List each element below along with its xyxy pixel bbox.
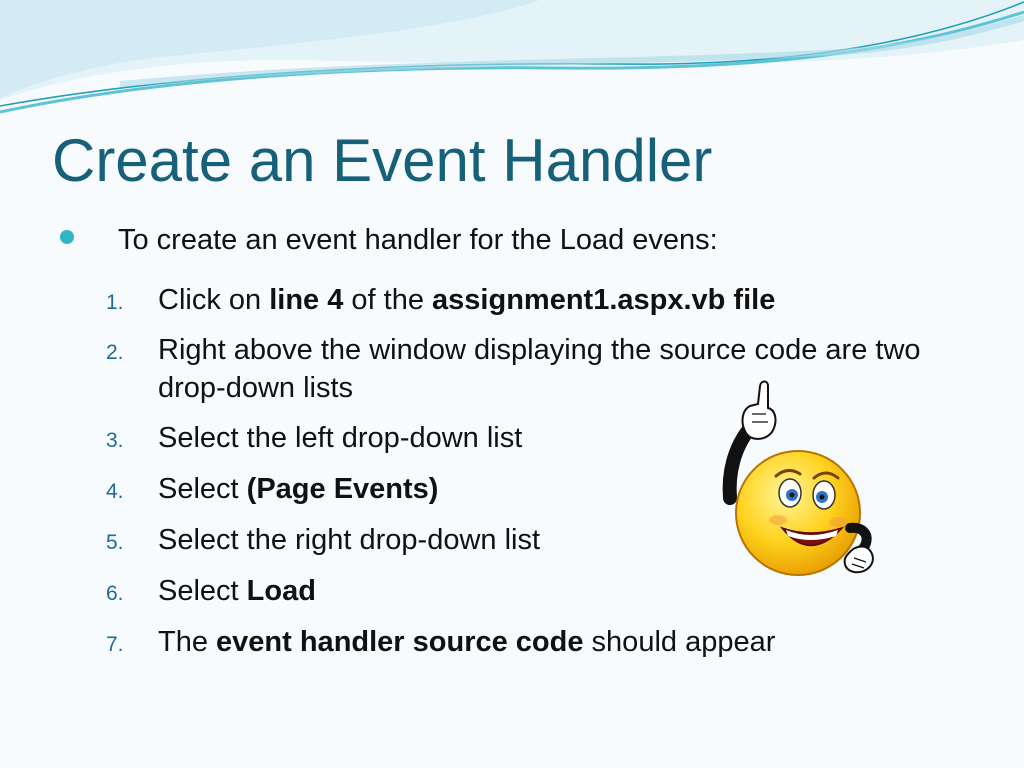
step-text: Select Load (158, 575, 316, 607)
list-item (106, 280, 958, 320)
step-number: 2. (106, 341, 124, 364)
step-text: Select the left drop-down list (158, 422, 523, 454)
step-text: Select the right drop-down list (158, 524, 541, 556)
step-text: The event handler source code should appear (158, 626, 776, 658)
step-number: 4. (106, 480, 124, 503)
step-number: 5. (106, 531, 124, 554)
step-number: 6. (106, 582, 124, 605)
step-text: Right above the window displaying the source code are two drop-down lists (158, 334, 921, 404)
list-item (106, 622, 958, 662)
intro-text: To create an event handler for the Load evens: (118, 224, 718, 256)
step-text: Select (Page Events) (158, 473, 439, 505)
step-number: 3. (106, 429, 124, 452)
step-text: Click on line 4 of the assignment1.aspx.vb file (158, 284, 776, 316)
step-number: 7. (106, 633, 124, 656)
intro-bullet (60, 224, 718, 257)
header-wave-decoration (0, 0, 1024, 130)
slide-title: Create an Event Handler (52, 127, 713, 194)
bullet-dot-icon (60, 230, 74, 244)
pointing-smiley-icon (710, 378, 890, 593)
step-number: 1. (106, 291, 124, 314)
